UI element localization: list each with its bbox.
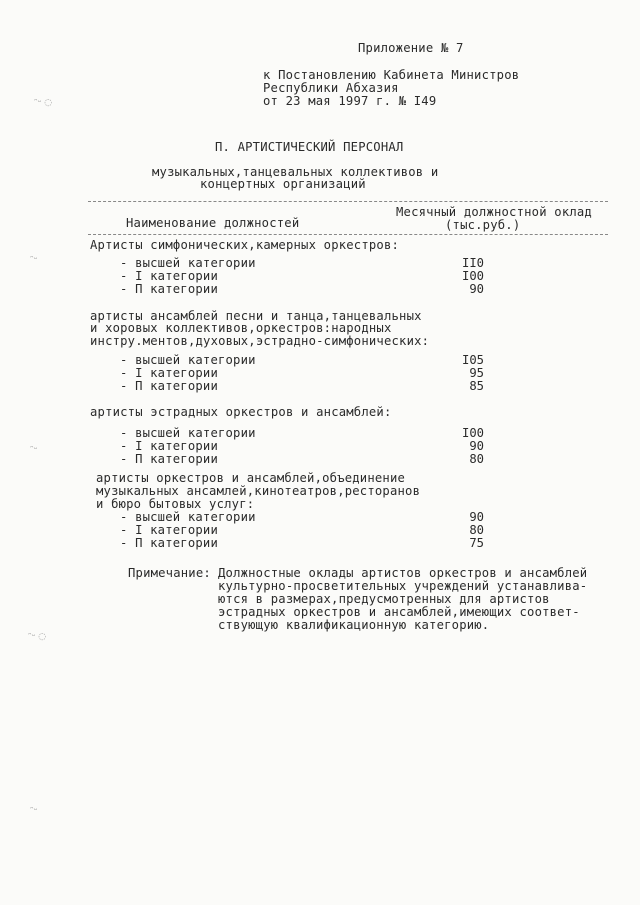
row-label: - высшей категории: [120, 510, 256, 524]
table-header-rule: [88, 234, 608, 235]
row-value: 80: [469, 523, 484, 537]
column-header-position: Наименование должностей: [126, 216, 300, 230]
group-heading: артисты ансамблей песни и танца,танцевальных: [90, 309, 422, 323]
row-value: 75: [469, 536, 484, 550]
row-label: - высшей категории: [120, 426, 256, 440]
row-label: - I категории: [120, 439, 218, 453]
margin-mark: ᵔᵕ ◌: [34, 98, 53, 108]
row-value: I00: [461, 269, 484, 283]
row-label: - П категории: [120, 379, 218, 393]
row-value: 90: [469, 282, 484, 296]
group-heading: артисты эстрадных оркестров и ансамблей:: [90, 405, 392, 419]
row-label: - П категории: [120, 282, 218, 296]
row-label: - I категории: [120, 269, 218, 283]
section-subtitle-1: музыкальных,танцевальных коллективов и: [152, 165, 439, 179]
decree-date: от 23 мая 1997 г. № I49: [263, 94, 437, 108]
table-top-rule: [88, 201, 608, 202]
group-heading: и бюро бытовых услуг:: [96, 497, 255, 511]
note-line: ются в размерах,предусмотренных для артистов: [218, 592, 550, 606]
note-line: культурно-просветительных учреждений устанавлива-: [218, 579, 588, 593]
row-value: I05: [461, 353, 484, 367]
margin-mark: ᵔᵕ: [30, 255, 38, 265]
group-heading: и хоровых коллективов,оркестров:народных: [90, 321, 392, 335]
row-value: I00: [461, 426, 484, 440]
group-heading: Артисты симфонических,камерных оркестров:: [90, 238, 400, 252]
section-title: П. АРТИСТИЧЕСКИЙ ПЕРСОНАЛ: [215, 140, 404, 154]
row-label: - П категории: [120, 452, 218, 466]
row-value: 90: [469, 439, 484, 453]
row-label: - высшей категории: [120, 256, 256, 270]
appendix-number: Приложение № 7: [358, 41, 464, 55]
column-header-unit: (тыс.руб.): [445, 218, 521, 232]
note-line: Должностные оклады артистов оркестров и ансамблей: [218, 566, 588, 580]
group-heading: артисты оркестров и ансамблей,объединение: [96, 471, 406, 485]
note-label: Примечание:: [128, 566, 211, 580]
note-line: эстрадных оркестров и ансамблей,имеющих соответ-: [218, 605, 580, 619]
row-value: 80: [469, 452, 484, 466]
row-value: 85: [469, 379, 484, 393]
decree-line-2: Республики Абхазия: [263, 81, 399, 95]
group-heading: музыкальных ансамлей,кинотеатров,ресторанов: [96, 484, 421, 498]
margin-mark: ᵔᵕ ◌: [28, 632, 47, 642]
column-header-salary: Месячный должностной оклад: [396, 205, 592, 219]
margin-mark: ᵔᵕ: [30, 806, 38, 816]
row-label: - П категории: [120, 536, 218, 550]
group-heading: инстру.ментов,духовых,эстрадно-симфонических:: [90, 334, 430, 348]
decree-line-1: к Постановлению Кабинета Министров: [263, 68, 520, 82]
row-value: II0: [461, 256, 484, 270]
section-subtitle-2: концертных организаций: [200, 177, 366, 191]
row-label: - I категории: [120, 523, 218, 537]
note-line: ствующую квалификационную категорию.: [218, 618, 490, 632]
row-value: 90: [469, 510, 484, 524]
row-label: - высшей категории: [120, 353, 256, 367]
margin-mark: ᵔᵕ: [30, 445, 38, 455]
row-value: 95: [469, 366, 484, 380]
row-label: - I категории: [120, 366, 218, 380]
